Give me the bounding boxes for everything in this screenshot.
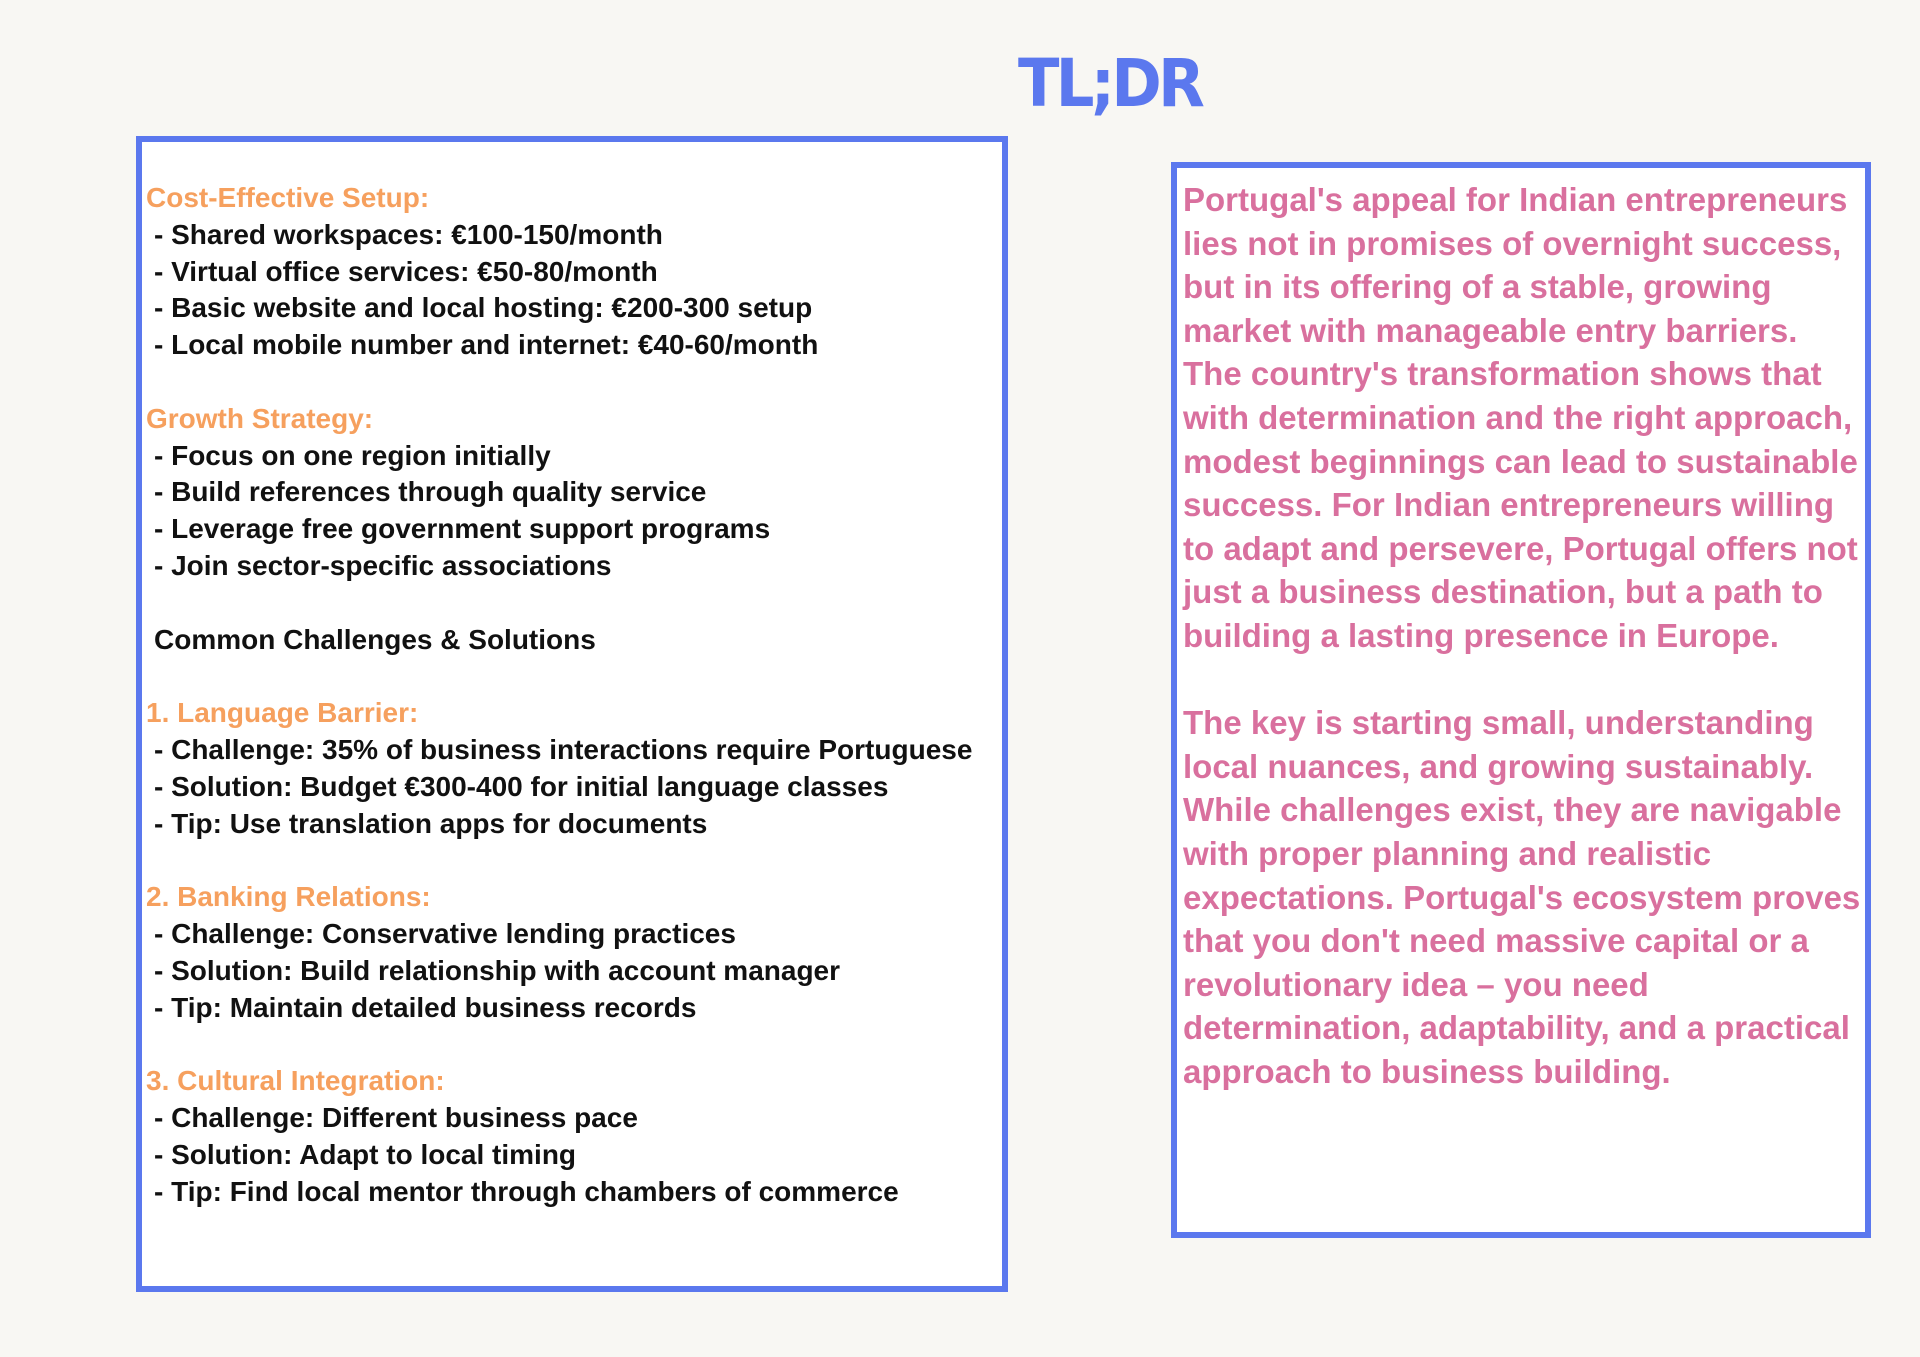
list-item: - Build references through quality service (154, 476, 707, 508)
list-item: - Local mobile number and internet: €40-60/month (154, 329, 819, 361)
list-item: - Solution: Budget €300-400 for initial language classes (154, 770, 889, 802)
list-item: - Solution: Build relationship with account manager (154, 954, 841, 986)
section-heading: 1. Language Barrier: (146, 697, 419, 729)
list-item: - Tip: Maintain detailed business records (154, 991, 697, 1023)
list-item: - Tip: Find local mentor through chambers of commerce (154, 1175, 899, 1207)
list-item: - Solution: Adapt to local timing (154, 1138, 577, 1170)
list-item: - Challenge: Different business pace (154, 1101, 638, 1133)
list-item: - Join sector-specific associations (154, 549, 612, 581)
list-item: - Shared workspaces: €100-150/month (154, 218, 663, 250)
list-item: - Challenge: 35% of business interactions require Portuguese (154, 733, 973, 765)
section-heading: 3. Cultural Integration: (146, 1065, 445, 1097)
summary-paragraph: Portugal's appeal for Indian entrepreneurs lies not in promises of overnight success, but in its offering of a stable, growing market with manageable entry barriers. The country's transformation shows that with determination and the right approach, modest beginnings can lead to sustainable success. For Indian entrepreneurs willing to adapt and persevere, Portugal offers not just a business destination, but a path to building a lasting presence in Europe. (1183, 181, 1858, 654)
list-item: - Basic website and local hosting: €200-300 setup (154, 292, 813, 324)
list-item: - Virtual office services: €50-80/month (154, 255, 658, 287)
section-cost-effective-setup (146, 180, 1002, 364)
list-item: - Tip: Use translation apps for documents (154, 807, 708, 839)
section-banking-relations (146, 879, 1002, 1026)
list-item: - Leverage free government support programs (154, 513, 771, 545)
summary-paragraph: The key is starting small, understanding local nuances, and growing sustainably. While challenges exist, they are navigable with proper planning and realistic expectations. Portugal's ecosystem proves that you don't need massive capital or a revolutionary idea – you need determination, adaptability, and a practical approach to business building. (1183, 704, 1861, 1090)
section-heading: Cost-Effective Setup: (146, 182, 430, 213)
tldr-logo: TL;DR (1018, 45, 1202, 122)
challenges-title: Common Challenges & Solutions (154, 623, 596, 655)
right-panel (1171, 162, 1871, 1238)
section-cultural-integration (146, 1063, 1002, 1210)
list-item: - Focus on one region initially (154, 439, 551, 471)
section-heading: 2. Banking Relations: (146, 881, 431, 913)
section-language-barrier (146, 695, 1002, 842)
section-growth-strategy (146, 401, 1002, 585)
section-heading: Growth Strategy: (146, 402, 374, 434)
list-item: - Challenge: Conservative lending practices (154, 917, 736, 949)
left-panel (136, 136, 1008, 1292)
